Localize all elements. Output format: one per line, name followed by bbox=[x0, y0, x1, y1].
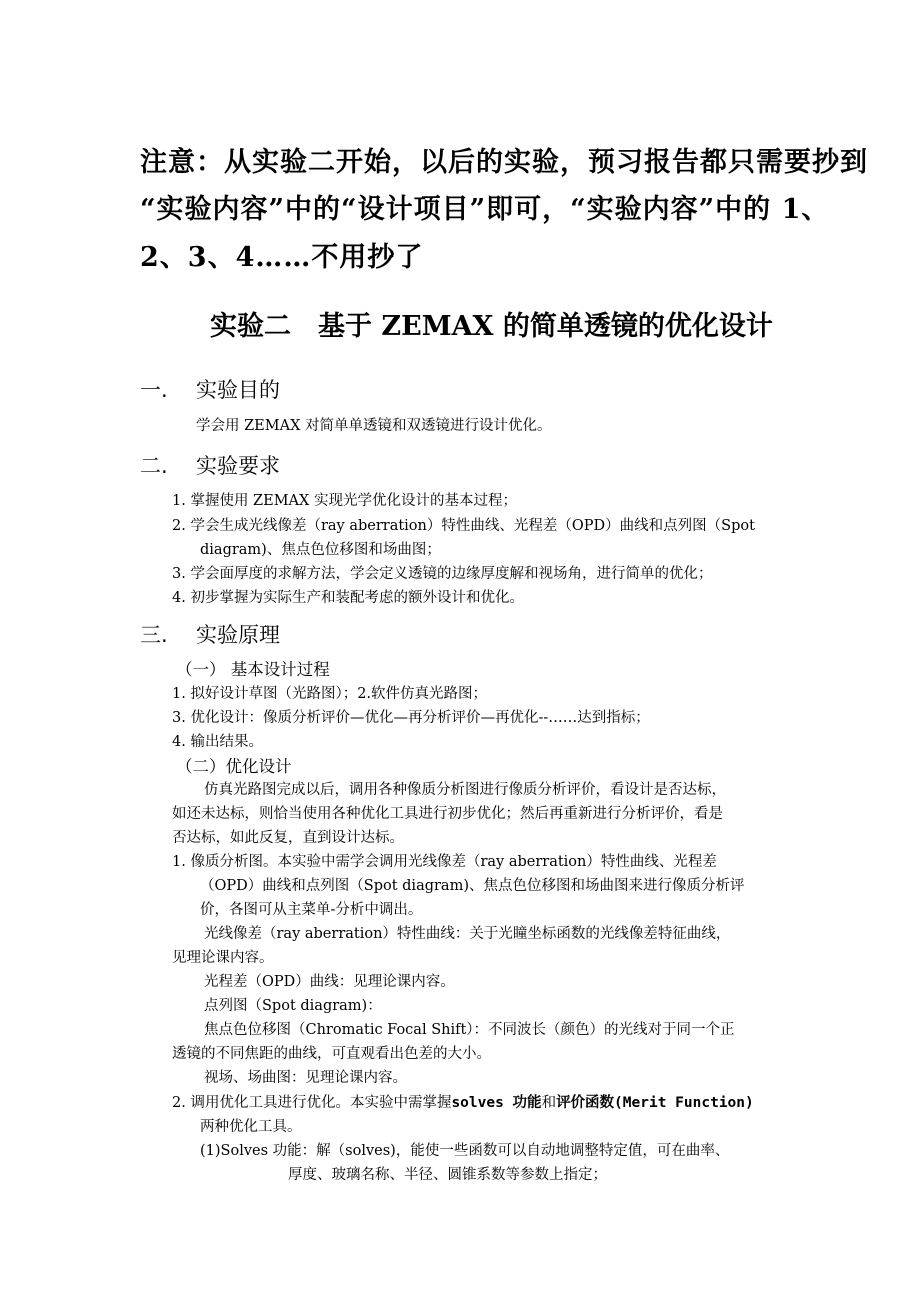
merit-function-keyword: 评价函数(Merit Function) bbox=[556, 1095, 754, 1111]
list-item: 3. 学会面厚度的求解方法，学会定义透镜的边缘厚度解和视场角，进行简单的优化； bbox=[172, 566, 713, 582]
body-line: 仿真光路图完成以后，调用各种像质分析图进行像质分析评价，看设计是否达标， bbox=[204, 782, 726, 798]
section-number: 二. bbox=[140, 454, 168, 478]
body-line: 厚度、玻璃名称、半径、圆锥系数等参数上指定； bbox=[288, 1167, 607, 1183]
body-line: 1. 拟好设计草图（光路图）；2.软件仿真光路图； bbox=[172, 686, 488, 702]
body-line: 点列图（Spot diagram)： bbox=[204, 998, 382, 1014]
body-line: 见理论课内容。 bbox=[172, 950, 274, 966]
body-line: 4. 输出结果。 bbox=[172, 734, 263, 750]
body-line: 否达标，如此反复，直到设计达标。 bbox=[172, 830, 404, 846]
body-line: 视场、场曲图：见理论课内容。 bbox=[204, 1070, 407, 1086]
body-line: 价，各图可从主菜单-分析中调出。 bbox=[200, 902, 423, 918]
list-item: 1. 掌握使用 ZEMAX 实现光学优化设计的基本过程； bbox=[172, 493, 517, 509]
section-heading-2 bbox=[140, 450, 280, 480]
body-line: （OPD）曲线和点列图（Spot diagram)、焦点色位移图和场曲图来进行像质分析评 bbox=[200, 878, 745, 894]
body-line: 3. 优化设计：像质分析评价—优化—再分析评价—再优化--……达到指标； bbox=[172, 710, 650, 726]
subsection-title-2: （二）优化设计 bbox=[176, 757, 292, 776]
body-line: 1. 像质分析图。本实验中需学会调用光线像差（ray aberration）特性曲线、光程差 bbox=[172, 854, 717, 870]
list-item: 2. 学会生成光线像差（ray aberration）特性曲线、光程差（OPD）曲线和点列图（Spot bbox=[172, 518, 755, 534]
section-heading-3 bbox=[140, 619, 280, 649]
notice-line-1: 注意：从实验二开始，以后的实验，预习报告都只需要抄到 bbox=[140, 147, 868, 178]
item2-prefix: 2. 调用优化工具进行优化。本实验中需掌握 bbox=[172, 1095, 452, 1111]
notice-line-3: 2、3、4……不用抄了 bbox=[140, 242, 424, 273]
body-line: (1)Solves 功能：解（solves)，能使一些函数可以自动地调整特定值，可在曲率、 bbox=[200, 1143, 730, 1159]
item2-and: 和 bbox=[541, 1095, 557, 1111]
section-heading-1 bbox=[140, 374, 280, 404]
section-number: 一. bbox=[140, 378, 168, 402]
section-number: 三. bbox=[140, 623, 168, 647]
body-line: 如还未达标，则恰当使用各种优化工具进行初步优化；然后再重新进行分析评价，看是 bbox=[172, 806, 723, 822]
list-item: diagram)、焦点色位移图和场曲图； bbox=[200, 542, 441, 558]
list-item: 4. 初步掌握为实际生产和装配考虑的额外设计和优化。 bbox=[172, 590, 524, 606]
section-1-body: 学会用 ZEMAX 对简单单透镜和双透镜进行设计优化。 bbox=[196, 418, 552, 434]
body-line bbox=[172, 1091, 754, 1112]
body-line: 光线像差（ray aberration）特性曲线：关于光瞳坐标函数的光线像差特征曲线， bbox=[204, 926, 731, 942]
page-title: 实验二 基于 ZEMAX 的简单透镜的优化设计 bbox=[210, 311, 773, 342]
subsection-title-1: （一） 基本设计过程 bbox=[176, 660, 330, 679]
notice-line-2: “实验内容”中的“设计项目”即可，“实验内容”中的 1、 bbox=[140, 194, 830, 225]
body-line: 光程差（OPD）曲线：见理论课内容。 bbox=[204, 974, 455, 990]
section-title: 实验目的 bbox=[196, 378, 280, 402]
body-line: 两种优化工具。 bbox=[200, 1119, 302, 1135]
body-line: 透镜的不同焦距的曲线，可直观看出色差的大小。 bbox=[172, 1046, 491, 1062]
section-title: 实验要求 bbox=[196, 454, 280, 478]
body-line: 焦点色位移图（Chromatic Focal Shift）：不同波长（颜色）的光线对于同一个正 bbox=[204, 1022, 735, 1038]
solves-keyword: solves 功能 bbox=[451, 1095, 542, 1111]
section-title: 实验原理 bbox=[196, 623, 280, 647]
